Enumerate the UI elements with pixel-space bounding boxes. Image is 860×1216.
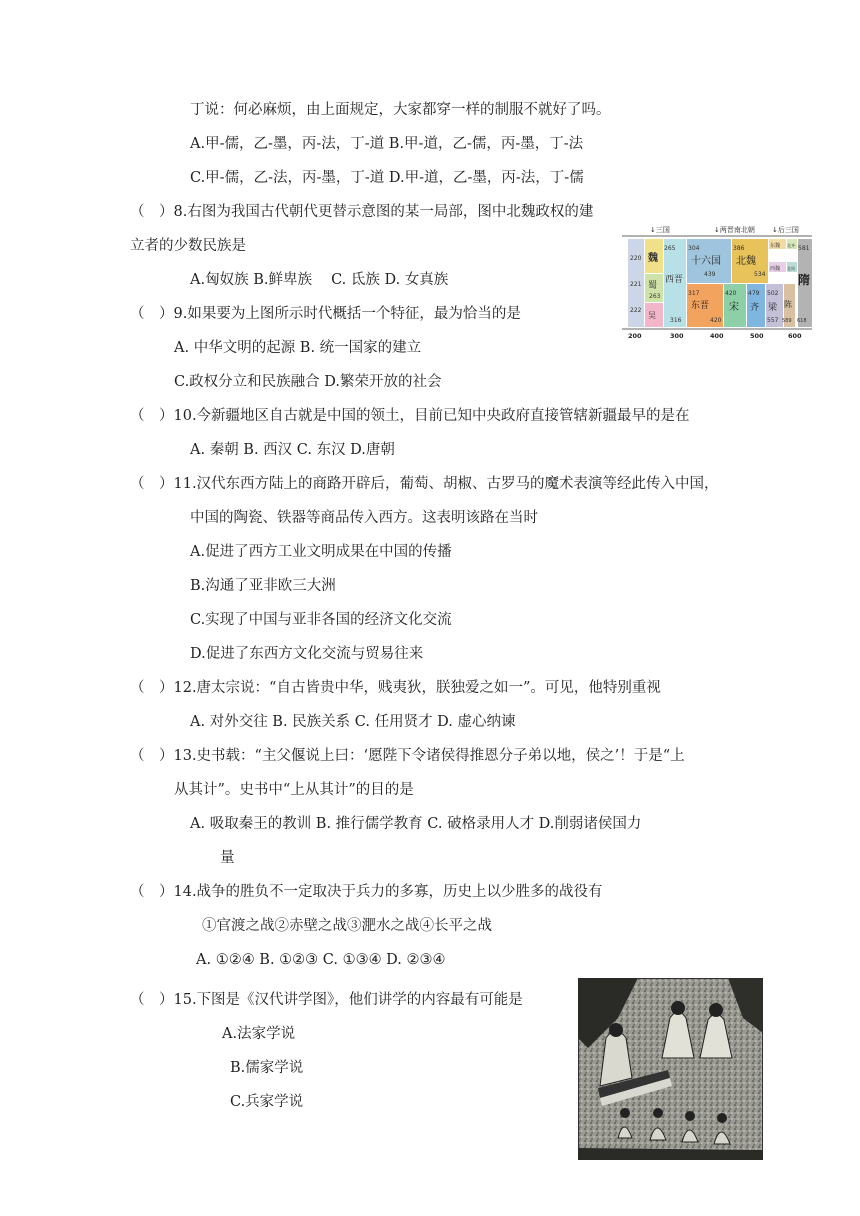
option-line: A. 秦朝 B. 西汉 C. 东汉 D.唐朝 xyxy=(190,442,395,458)
option-line: C.兵家学说 xyxy=(230,1094,304,1110)
cell-text: 420 xyxy=(710,317,722,324)
label-three-kingdoms: ↓三国 xyxy=(650,226,670,234)
option-line: C.实现了中国与亚非各国的经济文化交流 xyxy=(190,612,452,628)
han-lecture-image xyxy=(578,978,763,1160)
option-line: A. ①②④ B. ①②③ C. ①③④ D. ②③④ xyxy=(196,952,446,968)
cell-text: 宋 xyxy=(729,302,739,313)
cell-text: 581 xyxy=(798,245,810,252)
cell-text: 439 xyxy=(704,271,716,278)
dynasty-chart xyxy=(622,222,812,342)
option-line: A. 吸取秦王的教训 B. 推行儒学教育 C. 破格录用人才 D.削弱诸侯国力 xyxy=(190,816,642,832)
axis-tick: 200 xyxy=(628,332,642,340)
option-line: D.促进了东西方文化交流与贸易往来 xyxy=(190,646,424,662)
cell-text: 东晋 xyxy=(691,301,710,311)
option-line-wrap: 量 xyxy=(220,850,235,866)
question-8: （ ）8.右图为我国古代朝代更替示意图的某一局部，图中北魏政权的建 xyxy=(130,204,594,220)
option-line: C.甲-儒，乙-法，丙-墨，丁-道 D.甲-道，乙-墨，丙-法，丁-儒 xyxy=(190,170,584,186)
option-line: B.沟通了亚非欧三大洲 xyxy=(190,578,336,594)
cell-text: 502 xyxy=(767,290,779,297)
label-later-three: ↓后三国 xyxy=(772,226,799,234)
cell-text: 479 xyxy=(748,290,760,297)
question-11: （ ）11.汉代东西方陆上的商路开辟后，葡萄、胡椒、古罗马的魔术表演等经此传入中国， xyxy=(130,476,719,492)
dynasty-chart-svg xyxy=(622,222,812,342)
cell-text: 589 xyxy=(782,318,792,324)
question-13-cont: 从其计”。史书中“上从其计”的目的是 xyxy=(174,782,414,798)
axis-tick: 600 xyxy=(788,332,802,340)
han-lecture-engraving-image xyxy=(578,978,763,1160)
option-line: A.匈奴族 B.鲜卑族 C. 氐族 D. 女真族 xyxy=(190,272,449,288)
question-10: （ ）10.今新疆地区自古就是中国的领土，目前已知中央政府直接管辖新疆最早的是在 xyxy=(130,408,690,424)
cell-text: 北齐 xyxy=(787,243,795,248)
cell-text: 北魏 xyxy=(736,256,756,267)
cell-text: 263 xyxy=(649,293,661,300)
cell-text: 265 xyxy=(664,245,676,252)
question-8-cont: 立者的少数民族是 xyxy=(130,238,246,254)
cell-text: 陈 xyxy=(784,300,792,309)
cell-text: 东魏 xyxy=(770,243,781,249)
option-line: A. 对外交往 B. 民族关系 C. 任用贤才 D. 虚心纳谏 xyxy=(190,714,516,730)
question-11-cont: 中国的陶瓷、铁器等商品传入西方。这表明该路在当时 xyxy=(190,510,538,526)
cell-text: 西魏 xyxy=(770,266,781,272)
cell-text: 吴 xyxy=(648,311,656,320)
cell-text: 隋 xyxy=(798,273,811,287)
question-14-items: ①官渡之战②赤壁之战③淝水之战④长平之战 xyxy=(202,918,492,934)
cell-text: 十六国 xyxy=(691,256,721,267)
cell-text: 220 xyxy=(630,255,642,262)
question-13: （ ）13.史书载：“主父偃说上曰：‘愿陛下令诸侯得推恩分子弟以地，侯之’！于是“上 xyxy=(130,748,685,764)
option-line: C.政权分立和民族融合 D.繁荣开放的社会 xyxy=(174,374,442,390)
cell-text: 304 xyxy=(688,245,700,252)
cell-text: 梁 xyxy=(768,303,778,313)
cell-text: 316 xyxy=(670,317,682,324)
cell-text: 222 xyxy=(630,307,642,314)
label-jin-nanbei: ↓两晋南北朝 xyxy=(714,226,755,234)
text-line: 丁说：何必麻烦，由上面规定，大家都穿一样的制服不就好了吗。 xyxy=(190,102,611,118)
question-12: （ ）12.唐太宗说：“自古皆贵中华，贱夷狄，朕独爱之如一”。可见，他特别重视 xyxy=(130,680,661,696)
option-line: A.甲-儒，乙-墨，丙-法，丁-道 B.甲-道，乙-儒，丙-墨，丁-法 xyxy=(190,136,584,152)
cell-text: 386 xyxy=(733,245,745,252)
cell-text: 魏 xyxy=(648,253,658,264)
option-line: B.儒家学说 xyxy=(230,1060,304,1076)
question-15: （ ）15.下图是《汉代讲学图》，他们讲学的内容最有可能是 xyxy=(130,992,523,1008)
option-line: A. 中华文明的起源 B. 统一国家的建立 xyxy=(174,340,422,356)
cell-text: 221 xyxy=(630,281,642,288)
question-9: （ ）9.如果要为上图所示时代概括一个特征，最为恰当的是 xyxy=(130,306,521,322)
axis-tick: 500 xyxy=(750,332,764,340)
question-14: （ ）14.战争的胜负不一定取决于兵力的多寡，历史上以少胜多的战役有 xyxy=(130,884,603,900)
axis-tick: 400 xyxy=(710,332,724,340)
cell-text: 西晋 xyxy=(665,275,684,285)
cell-text: 534 xyxy=(754,271,766,278)
axis-tick: 300 xyxy=(670,332,684,340)
cell-text: 齐 xyxy=(750,303,760,313)
cell-text: 557 xyxy=(767,317,779,324)
cell-text: 北周 xyxy=(787,266,795,271)
option-line: A.法家学说 xyxy=(222,1026,296,1042)
cell-text: 420 xyxy=(725,290,737,297)
cell-text: 蜀 xyxy=(648,281,658,291)
cell-text: 618 xyxy=(797,318,807,324)
option-line: A.促进了西方工业文明成果在中国的传播 xyxy=(190,544,452,560)
cell-text: 317 xyxy=(688,290,700,297)
